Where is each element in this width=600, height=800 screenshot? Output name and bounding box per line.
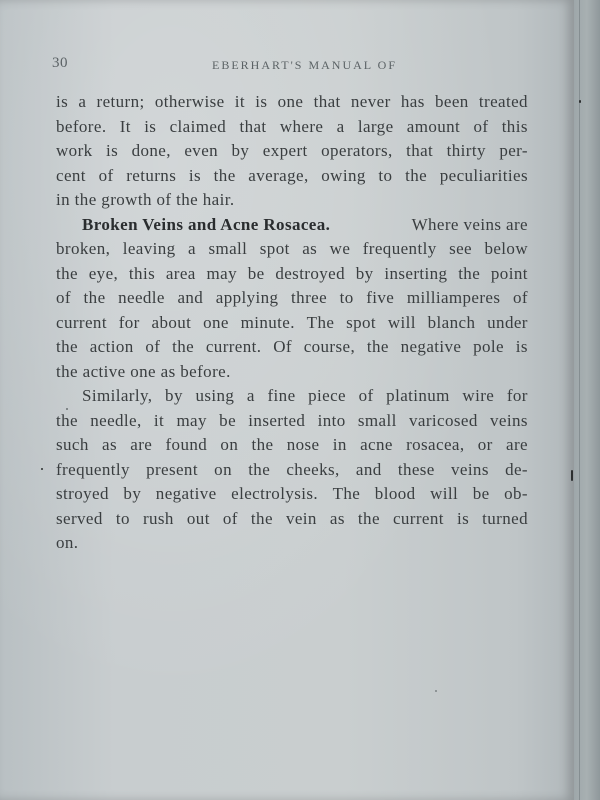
text-line: on.: [56, 533, 79, 552]
text-line: the needle, it may be inserted into small varicosed veins: [56, 410, 528, 430]
text-line: the active one as before.: [56, 361, 231, 381]
text-line: work is done, even by expert operators, that thirty per-: [56, 141, 528, 160]
text-line: in the growth of the hair.: [56, 190, 235, 209]
ink-speck: [41, 468, 43, 470]
running-head: EBERHART'S MANUAL OF: [212, 58, 398, 72]
page-edge: [574, 0, 600, 800]
text-line: broken, leaving a small spot as we frequently see below: [56, 239, 528, 258]
text-line: is a return; otherwise it is one that never has been treated: [56, 92, 528, 111]
paragraph-broken-veins: [56, 213, 528, 385]
text-line: the action of the current. Of course, the negative pole is: [56, 337, 528, 356]
text-line: [56, 213, 528, 238]
text-line: of the needle and applying three to five milliamperes of: [56, 288, 528, 307]
text-line: cent of returns is the average, owing to the peculiarities: [56, 165, 528, 185]
page-number: 30: [52, 55, 68, 71]
ink-speck: [579, 100, 581, 103]
page-edge-line: [579, 0, 580, 800]
ink-speck: [66, 408, 68, 410]
text-line: the eye, this area may be destroyed by inserting the point: [56, 263, 528, 283]
ink-speck: [571, 470, 573, 481]
text-run: Where veins are: [411, 214, 528, 234]
section-heading: Broken Veins and Acne Rosacea.: [82, 214, 331, 234]
paragraph-returns: [56, 90, 528, 213]
text-line: frequently present on the cheeks, and these veins de-: [56, 459, 528, 479]
text-line: Similarly, by using a fine piece of platinum wire for: [82, 386, 528, 405]
body-text: [56, 90, 528, 556]
text-line: before. It is claimed that where a large amount of this: [56, 116, 528, 136]
ink-speck: [435, 690, 437, 692]
paragraph-similarly: [56, 384, 528, 556]
page-header: [0, 55, 574, 75]
text-line: current for about one minute. The spot will blanch under: [56, 312, 528, 332]
text-line: such as are found on the nose in acne rosacea, or are: [56, 435, 528, 454]
text-line: stroyed by negative electrolysis. The blood will be ob-: [56, 484, 528, 503]
text-line: served to rush out of the vein as the current is turned: [56, 508, 528, 528]
